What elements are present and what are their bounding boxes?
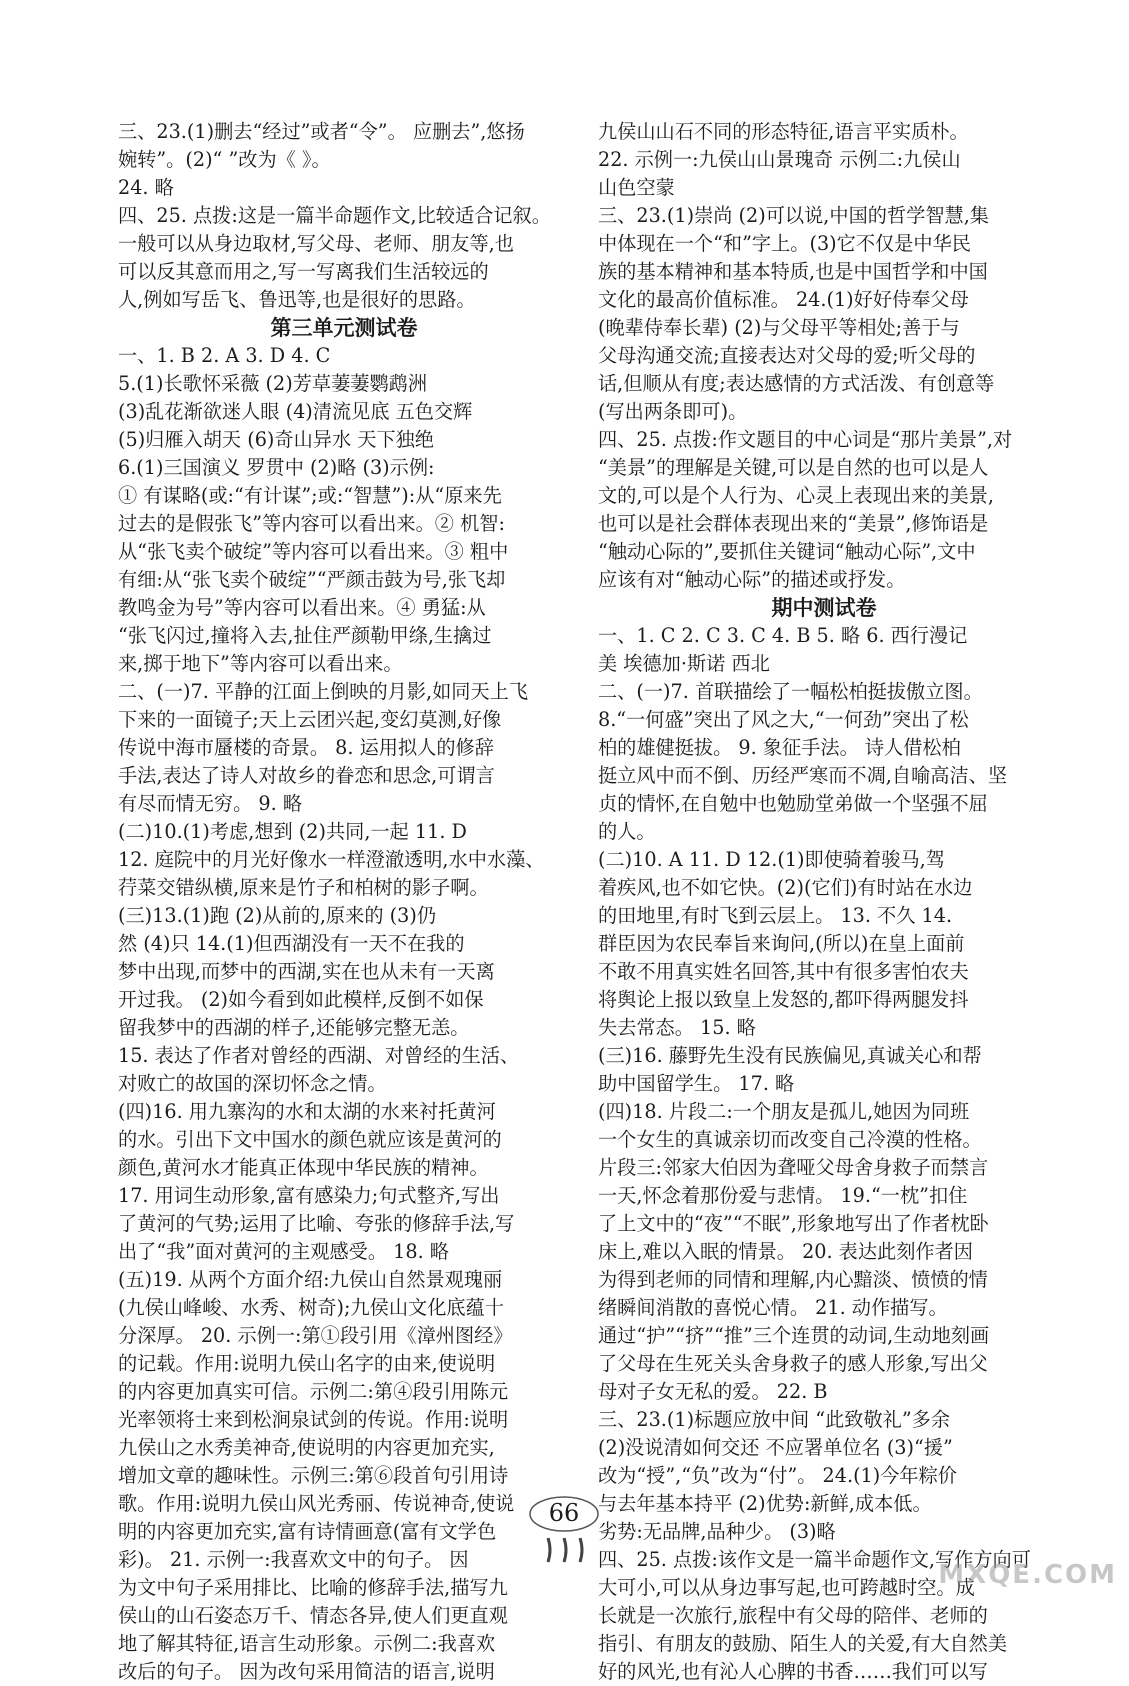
text-line: 明的内容更加充实,富有诗情画意(富有文学色 — [118, 1520, 497, 1543]
text-line: 有细:从“张飞卖个破绽”“严颜击鼓为号,张飞却 — [118, 568, 506, 591]
text-line: “美景”的理解是关键,可以是自然的也可以是人 — [598, 456, 989, 479]
text-line: 地了解其特征,语言生动形象。示例二:我喜欢 — [118, 1632, 496, 1655]
text-line: 四、25. 点拨:该作文是一篇半命题作文,写作方向可 — [598, 1548, 1031, 1571]
text-line: 颜色,黄河水才能真正体现中华民族的精神。 — [118, 1156, 489, 1179]
text-line: 父母沟通交流;直接表达对父母的爱;听父母的 — [598, 344, 976, 367]
text-line: 三、23.(1)删去“经过”或者“令”。 应删去”,悠扬 — [118, 120, 525, 143]
text-line: 失去常态。 15. 略 — [598, 1016, 756, 1039]
text-line: (5)归雁入胡天 (6)奇山异水 天下独绝 — [118, 428, 434, 451]
text-line: 6.(1)三国演义 罗贯中 (2)略 (3)示例: — [118, 456, 435, 479]
text-line: (四)16. 用九寨沟的水和太湖的水来衬托黄河 — [118, 1100, 496, 1123]
text-line: 劣势:无品牌,品种少。 (3)略 — [598, 1520, 836, 1543]
text-line: 了父母在生死关头舍身救子的感人形象,写出父 — [598, 1352, 988, 1375]
text-line: 文化的最高价值标准。 24.(1)好好侍奉父母 — [598, 288, 969, 311]
text-line: 美 埃德加·斯诺 西北 — [598, 652, 770, 675]
text-line: 大可小,可以从身边事写起,也可跨越时空。成 — [598, 1576, 975, 1599]
text-line: 一天,怀念着那份爱与悲情。 19.“一枕”扣住 — [598, 1184, 968, 1207]
text-line: (三)13.(1)跑 (2)从前的,原来的 (3)仍 — [118, 904, 437, 927]
text-line: 侯山的山石姿态万千、情态各异,使人们更直观 — [118, 1604, 508, 1627]
text-line: 对败亡的故国的深切怀念之情。 — [118, 1072, 387, 1095]
text-line: 过去的是假张飞”等内容可以看出来。② 机智: — [118, 512, 505, 535]
page-number-ornament — [514, 1496, 614, 1566]
text-line: 为得到老师的同情和理解,内心黯淡、愤愤的情 — [598, 1268, 988, 1291]
text-line: (三)16. 藤野先生没有民族偏见,真诚关心和帮 — [598, 1044, 982, 1067]
text-line: 分深厚。 20. 示例一:第①段引用《漳州图经》 — [118, 1324, 513, 1347]
text-line: 梦中出现,而梦中的西湖,实在也从未有一天离 — [118, 960, 495, 983]
page-number: 66 — [548, 1499, 580, 1527]
text-line: 话,但顺从有度;表达感情的方式活泼、有创意等 — [598, 372, 995, 395]
text-line: 三、23.(1)崇尚 (2)可以说,中国的哲学智慧,集 — [598, 204, 989, 227]
text-line: 九侯山之水秀美神奇,使说明的内容更加充实, — [118, 1436, 495, 1459]
text-line: 然 (4)只 14.(1)但西湖没有一天不在我的 — [118, 932, 465, 955]
text-line: 的水。引出下文中国水的颜色就应该是黄河的 — [118, 1128, 502, 1151]
text-line: 婉转”。(2)“ ”改为《 》。 — [118, 148, 331, 171]
text-line: 群臣因为农民奉旨来询问,(所以)在皇上面前 — [598, 932, 965, 955]
section-heading-unit3: 第三单元测试卷 — [270, 316, 418, 340]
text-line: 开过我。 (2)如今看到如此模样,反倒不如保 — [118, 988, 484, 1011]
text-line: 下来的一面镜子;天上云团兴起,变幻莫测,好像 — [118, 708, 502, 731]
text-line: (九侯山峰峻、水秀、树奇);九侯山文化底蕴十 — [118, 1296, 504, 1319]
text-line: 也可以是社会群体表现出来的“美景”,修饰语是 — [598, 512, 989, 535]
text-line: (晚辈侍奉长辈) (2)与父母平等相处;善于与 — [598, 316, 960, 339]
text-line: 歌。作用:说明九侯山风光秀丽、传说神奇,使说 — [118, 1492, 515, 1515]
text-line: 通过“护”“挤”“推”三个连贯的动词,生动地刻画 — [598, 1324, 990, 1347]
text-line: 应该有对“触动心际”的描述或抒发。 — [598, 568, 906, 591]
text-line: 5.(1)长歌怀采薇 (2)芳草萋萋鹦鹉洲 — [118, 372, 428, 395]
text-line: 好的风光,也有沁人心脾的书香……我们可以写 — [598, 1660, 988, 1683]
text-line: 贞的情怀,在自勉中也勉励堂弟做一个坚强不屈 — [598, 792, 988, 815]
section-heading-midterm: 期中测试卷 — [771, 596, 877, 620]
text-line: 绪瞬间消散的喜悦心情。 21. 动作描写。 — [598, 1296, 948, 1319]
text-line: (二)10. A 11. D 12.(1)即使骑着骏马,驾 — [598, 848, 945, 871]
text-line: 人,例如写岳飞、鲁迅等,也是很好的思路。 — [118, 288, 476, 311]
text-line: 8.“一何盛”突出了风之大,“一何劲”突出了松 — [598, 708, 969, 731]
text-line: 一般可以从身边取材,写父母、老师、朋友等,也 — [118, 232, 514, 255]
text-line: 15. 表达了作者对曾经的西湖、对曾经的生活、 — [118, 1044, 520, 1067]
text-line: 的田地里,有时飞到云层上。 13. 不久 14. — [598, 904, 953, 927]
text-line: ① 有谋略(或:“有计谋”;或:“智慧”):从“原来先 — [118, 484, 502, 507]
text-line: 与去年基本持平 (2)优势:新鲜,成本低。 — [598, 1492, 932, 1515]
right-column — [598, 118, 1050, 1686]
text-line: 四、25. 点拨:作文题目的中心词是“那片美景”,对 — [598, 428, 1013, 451]
text-line: 助中国留学生。 17. 略 — [598, 1072, 795, 1095]
text-line: 24. 略 — [118, 176, 174, 199]
text-line: (2)没说清如何交还 不应署单位名 (3)“援” — [598, 1436, 953, 1459]
text-line: 从“张飞卖个破绽”等内容可以看出来。③ 粗中 — [118, 540, 509, 563]
text-line: 挺立风中而不倒、历经严寒而不凋,自喻高洁、坚 — [598, 764, 1008, 787]
text-line: (写出两条即可)。 — [598, 400, 748, 423]
text-line: 着疾风,也不如它快。(2)(它们)有时站在水边 — [598, 876, 973, 899]
text-line: 三、23.(1)标题应放中间 “此致敬礼”多余 — [598, 1408, 951, 1431]
text-line: “触动心际的”,要抓住关键词“触动心际”,文中 — [598, 540, 976, 563]
text-line: 片段三:邻家大伯因为聋哑父母舍身救子而禁言 — [598, 1156, 989, 1179]
text-line: 二、(一)7. 首联描绘了一幅松柏挺拔傲立图。 — [598, 680, 983, 703]
text-line: 22. 示例一:九侯山山景瑰奇 示例二:九侯山 — [598, 148, 961, 171]
text-line: 指引、有朋友的鼓励、陌生人的关爱,有大自然美 — [598, 1632, 1008, 1655]
text-line: 母对子女无私的爱。 22. B — [598, 1380, 828, 1403]
text-line: 的内容更加真实可信。示例二:第④段引用陈元 — [118, 1380, 509, 1403]
text-line: 改为“授”,“负”改为“付”。 24.(1)今年粽价 — [598, 1464, 957, 1487]
text-line: 的记载。作用:说明九侯山名字的由来,使说明 — [118, 1352, 496, 1375]
text-line: 了上文中的“夜”“不眠”,形象地写出了作者枕卧 — [598, 1212, 989, 1235]
text-line: 山色空蒙 — [598, 176, 675, 199]
text-line: 传说中海市蜃楼的奇景。 8. 运用拟人的修辞 — [118, 736, 494, 759]
text-line: 光率领将士来到松涧泉试剑的传说。作用:说明 — [118, 1408, 509, 1431]
text-line: 的人。 — [598, 820, 656, 843]
text-line: (五)19. 从两个方面介绍:九侯山自然景观瑰丽 — [118, 1268, 503, 1291]
text-line: 留我梦中的西湖的样子,还能够完整无恙。 — [118, 1016, 470, 1039]
text-line: 来,掷于地下”等内容可以看出来。 — [118, 652, 403, 675]
text-line: (3)乱花渐欲迷人眼 (4)清流见底 五色交辉 — [118, 400, 473, 423]
text-line: 荇菜交错纵横,原来是竹子和柏树的影子啊。 — [118, 876, 489, 899]
text-line: 了黄河的气势;运用了比喻、夸张的修辞手法,写 — [118, 1212, 515, 1235]
text-line: 二、(一)7. 平静的江面上倒映的月影,如同天上飞 — [118, 680, 529, 703]
text-line: 一、1. C 2. C 3. C 4. B 5. 略 6. 西行漫记 — [598, 624, 968, 647]
text-line: 可以反其意而用之,写一写离我们生活较远的 — [118, 260, 489, 283]
text-line: “张飞闪过,撞将入去,扯住严颜勒甲绦,生擒过 — [118, 624, 492, 647]
text-line: (二)10.(1)考虑,想到 (2)共同,一起 11. D — [118, 820, 467, 843]
left-column — [118, 118, 570, 1686]
text-line: 改后的句子。 因为改句采用简洁的语言,说明 — [118, 1660, 495, 1683]
text-line: 12. 庭院中的月光好像水一样澄澈透明,水中水藻、 — [118, 848, 545, 871]
text-line: 彩)。 21. 示例一:我喜欢文中的句子。 因 — [118, 1548, 469, 1571]
text-line: 床上,难以入眠的情景。 20. 表达此刻作者因 — [598, 1240, 973, 1263]
text-line: 教鸣金为号”等内容可以看出来。④ 勇猛:从 — [118, 596, 486, 619]
text-line: 四、25. 点拨:这是一篇半命题作文,比较适合记叙。 — [118, 204, 551, 227]
text-line: 中体现在一个“和”字上。(3)它不仅是中华民 — [598, 232, 971, 255]
text-line: 柏的雄健挺拔。 9. 象征手法。 诗人借松柏 — [598, 736, 961, 759]
text-line: 为文中句子采用排比、比喻的修辞手法,描写九 — [118, 1576, 508, 1599]
text-line: 17. 用词生动形象,富有感染力;句式整齐,写出 — [118, 1184, 500, 1207]
text-line: 手法,表达了诗人对故乡的眷恋和思念,可谓言 — [118, 764, 495, 787]
text-line: 一个女生的真诚亲切而改变自己冷漠的性格。 — [598, 1128, 982, 1151]
text-line: 出了“我”面对黄河的主观感受。 18. 略 — [118, 1240, 449, 1263]
text-line: 有尽而情无穷。 9. 略 — [118, 792, 303, 815]
text-line: 长就是一次旅行,旅程中有父母的陪伴、老师的 — [598, 1604, 988, 1627]
watermark — [917, 1510, 1117, 1590]
text-line: 文的,可以是个人行为、心灵上表现出来的美景, — [598, 484, 994, 507]
text-line: (四)18. 片段二:一个朋友是孤儿,她因为同班 — [598, 1100, 970, 1123]
text-line: 九侯山山石不同的形态特征,语言平实质朴。 — [598, 120, 969, 143]
text-line: 一、1. B 2. A 3. D 4. C — [118, 344, 331, 367]
text-line: 族的基本精神和基本特质,也是中国哲学和中国 — [598, 260, 988, 283]
text-line: 不敢不用真实姓名回答,其中有很多害怕农夫 — [598, 960, 969, 983]
text-line: 增加文章的趣味性。示例三:第⑥段首句引用诗 — [118, 1464, 509, 1487]
watermark-text: MXQE.COM — [938, 1560, 1117, 1590]
text-line: 将舆论上报以致皇上发怒的,都吓得两腿发抖 — [598, 988, 969, 1011]
